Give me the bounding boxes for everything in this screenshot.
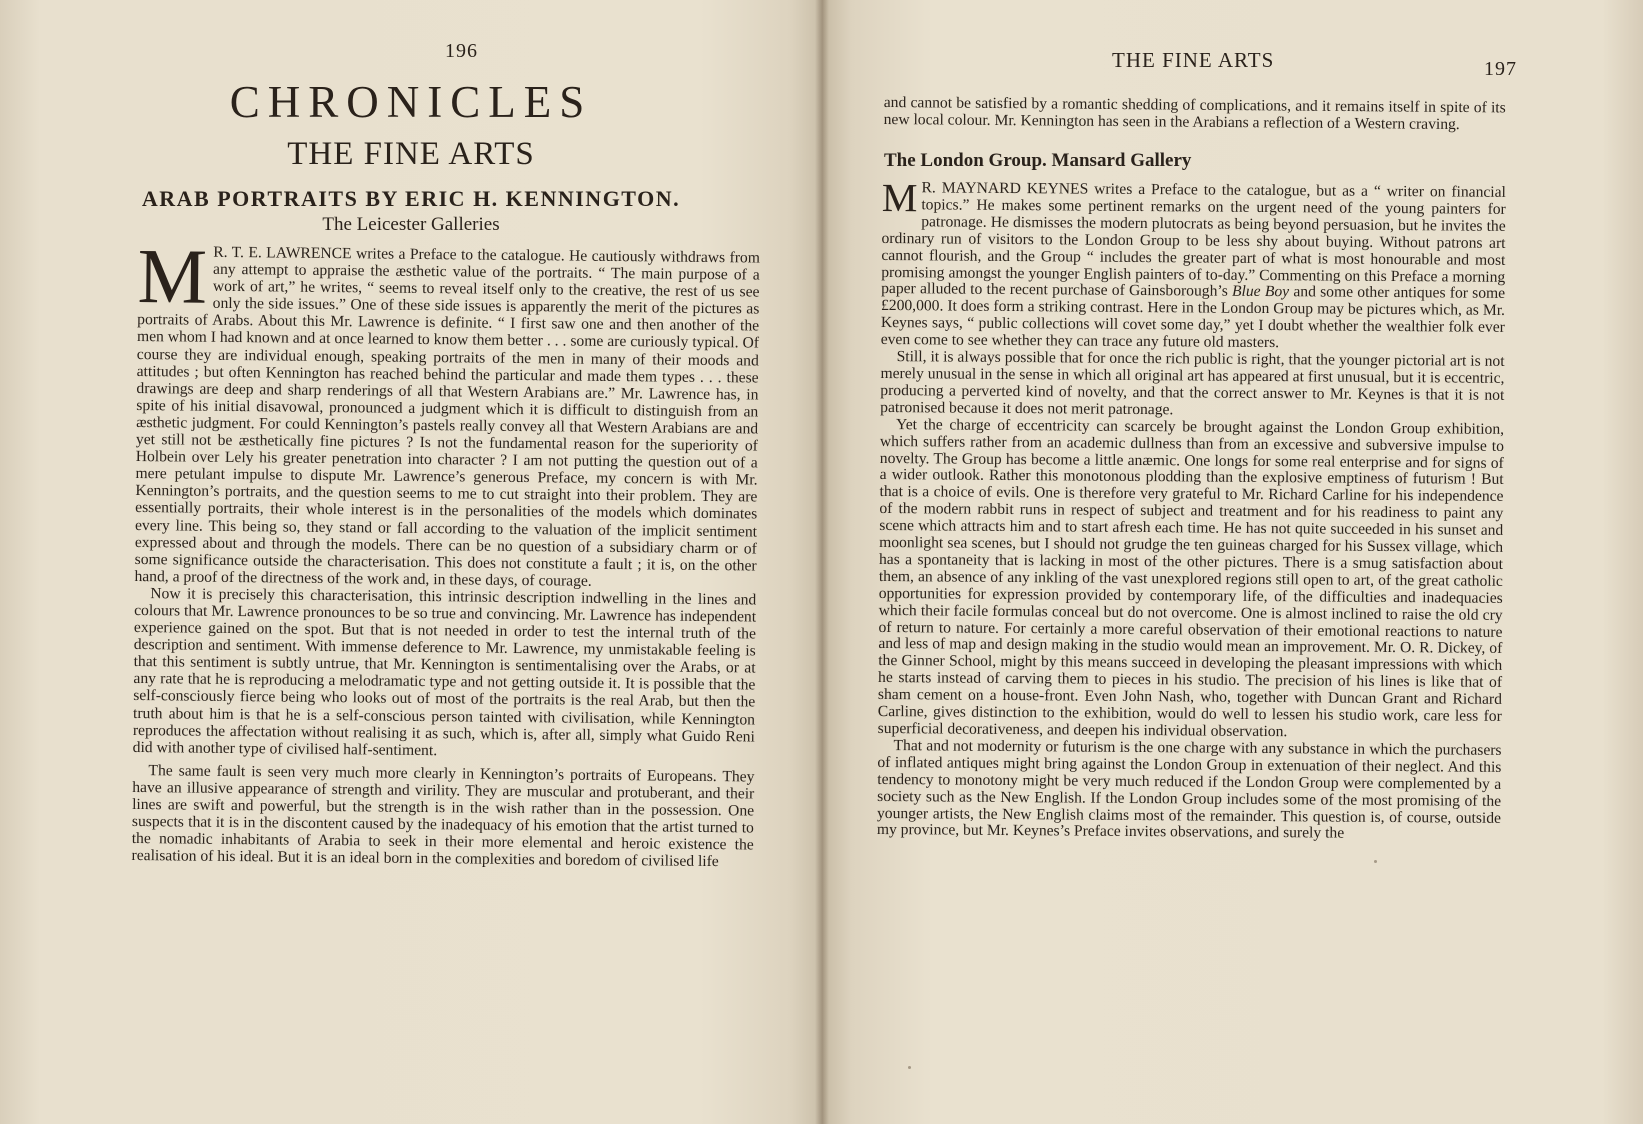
page-number-right: 197 <box>1484 58 1517 80</box>
paragraph-text: R. T. E. LAWRENCE writes a Preface to the catalogue. He cautiously withdraws from any attempt to appraise the æsthetic value of the portraits. “ The main purpose of a work of art,” he writes, “ seems to reveal itself only to the creative, the rest of us see only the side issues.” One of these side issues is apparently the merit of the pictures as portraits of Arabs. About this Mr. Lawrence is definite. “ I first saw one and then another of the men whom I had known and at once learned to know them better . . . some are curiously typical. Of course they are individual enough, speaking portraits of the men in many of their moods and attitudes ; but often Kennington has reached behind the particular and made them types . . . these drawings are deep and sharp renderings of all that Western Arabians are.” Mr. Lawrence has, in spite of his initial disavowal, pronounced a judgment which it is difficult to distinguish from an æsthetic judgment. For could Kennington’s pastels really convey all that Western Arabians are and yet still not be æsthetically fine pictures ? Is not the fundamental reason for the superiority of Holbein over Lely his greater penetration into character ? I am not putting the question out of a mere petulant impulse to dispute Mr. Lawrence’s generous Preface, my concern is with Mr. Kennington’s portraits, and the question seems to me to cut straight into their problem. They are essentially portraits, their whole interest is in the personalities of the models which dominates every line. This being so, they stand or fall according to the valuation of the implicit sentiment expressed about and through the models. There can be no question of a subsidiary charm or of some significance outside the characterisation. This does not constitute a fault ; it is, on the other hand, a proof of the directness of the work and, in these days, of courage. <box>134 243 760 590</box>
page-number-left: 196 <box>445 40 478 62</box>
paragraph-text: R. MAYNARD KEYNES writes a Preface to the catalogue, but as a “ writer on financial topics.” He makes some pertinent remarks on the urgent need of the young painters for patronage. He dismisses the modern plutocrats as being beyond persuasion, but he invites the ordinary run of visitors to the London Group to be less shy about buying. Without patrons art cannot flourish, and the Group “ includes the greater part of what is most honourable and most promising amongst the younger English painters of to-day.” Commenting on this Preface a morning paper alluded to the recent purchase of Gainsborough’s <box>881 179 1506 301</box>
continued-paragraph <box>883 78 1506 149</box>
italic-title: Blue Boy <box>1231 283 1290 301</box>
gallery-subtitle: The Leicester Galleries <box>322 214 500 235</box>
paragraph: The same fault is seen very much more clearly in Kennington’s portraits of Europeans. They have an illusive appearance of strength and virility. They are muscular and protuberant, and their lines are swift and powerful, but the strength is in the wish rather than in the possession. One suspects that it is in the discontent caused by the inadequacy of his emotion that the artist turned to the nomadic inhabitants of Arabia to seek in their more elemental and heroic existence the realisation of his ideal. But it is an ideal born in the complexities and boredom of civilised life <box>131 761 755 871</box>
chronicles-heading: CHRONICLES <box>229 77 593 127</box>
paragraph: Still, it is always possible that for once the rich public is right, that the younger pictorial art is not merely unusual in the sense in which all original art has appeared at first unusual, but it is eccentric, producing a perverted kind of novelty, and that the correct answer to Mr. Keynes is that it is not patronised because it does not merit patronage. <box>880 348 1505 419</box>
paragraph-text: and some other antiques for some £200,000. It does form a striking contrast. Here in the London Group may be pictures which, as Mr. Keynes says, “ public collections will covet some day,” yet I doubt whether the wealthier folk ever even come to see whether they can trace any future old masters. <box>880 283 1506 352</box>
paragraph: Yet the charge of eccentricity can scarcely be brought against the London Group exhibition, which suffers rather from an academic dullness than from an excessive and subversive impulse to novelty. The Group has become a little anæmic. One longs for some real enterprise and for signs of a wider outlook. Rather this monotonous plodding than the explosive emptiness of futurism ! But that is a choice of evils. One is therefore very grateful to Mr. Richard Carline for his independence of the modern rabbit runs in respect of subject and treatment and for his readiness to paint any scene which attracts him and to start afresh each time. He has not quite succeeded in his sunset and moonlight sea scenes, but I should not grudge the ten guineas charged for his Sussex village, which has a spontaneity that is lacking in most of the other pictures. There is a smug satisfaction about them, an absence of any inkling of the vast unexplored regions still open to art, of the great catholic opportunities for expression provided by contemporary life, of the difficulties and inadequacies which their facile formulas conceal but do not overcome. One is almost inclined to raise the old cry of return to nature. For certainly a more careful observation of their emotional reactions to nature and less of map and design making in the studio would mean an improvement. Mr. O. R. Dickey, of the Ginner School, might by this means succeed in developing the pleasant impressions with which he starts instead of carving them to pieces in his studio. The precision of his lines is like that of sham cement on a house-front. Even John Nash, who, together with Duncan Grant and Richard Carline, gives distinction to the exhibition, would do well to lessen his studio work, care less for superficial decorativeness, and deepen his individual observation. <box>877 415 1505 741</box>
section-heading: THE FINE ARTS <box>287 136 535 172</box>
article-body-right <box>876 175 1506 844</box>
paper-speck <box>908 1066 911 1069</box>
paragraph: and cannot be satisfied by a romantic shedding of complications, and it remains itself in spite of its new local colour. Mr. Kennington has seen in the Arabians a reflection of a Western craving. <box>883 93 1506 133</box>
paragraph: That and not modernity or futurism is the one charge with any substance in which the purchasers of inflated antiques might bring against the London Group in extenuation of their neglect. And this tendency to monotony might be very much reduced if the London Group were complemented by a society such as the New English. If the London Group includes some of the most promising of the younger artists, the New English claims most of the remainder. This question is, of course, outside my province, but Mr. Keynes’s Preface invites observations, and surely the <box>876 737 1502 843</box>
article-title-arab-portraits: ARAB PORTRAITS BY ERIC H. KENNINGTON. <box>141 186 681 211</box>
drop-cap: M <box>881 175 918 221</box>
drop-cap: M <box>137 232 208 320</box>
article-title-london-group: The London Group. Mansard Gallery <box>884 150 1192 171</box>
paper-speck <box>1374 860 1377 863</box>
paragraph <box>134 232 760 591</box>
paragraph <box>880 175 1506 354</box>
article-body-left <box>131 232 760 871</box>
paragraph: Now it is precisely this characterisation, this intrinsic description indwelling in the lines and colours that Mr. Lawrence pronounces to be so true and convincing. Mr. Lawrence has independent experience gained on the spot. But that is not needed in order to test the internal truth of the description and sentiment. With immense deference to Mr. Lawrence, my unmistakable feeling is that this sentiment is subtly untrue, that Mr. Kennington is sentimentalising over the Arabs, or at any rate that he is reproducing a melodramatic type and not getting outside it. It is possible that the self-consciously fierce being who looks out of most of the portraits is the real Arab, but then the truth about him is that he is a self-conscious person tainted with civilisation, while Kennington reproduces the affectation without realising it as such, which is, after all, simply what Guido Reni did with another type of civilised half-sentiment. <box>132 585 757 759</box>
running-head: THE FINE ARTS <box>1112 48 1275 72</box>
right-page <box>822 0 1643 1124</box>
